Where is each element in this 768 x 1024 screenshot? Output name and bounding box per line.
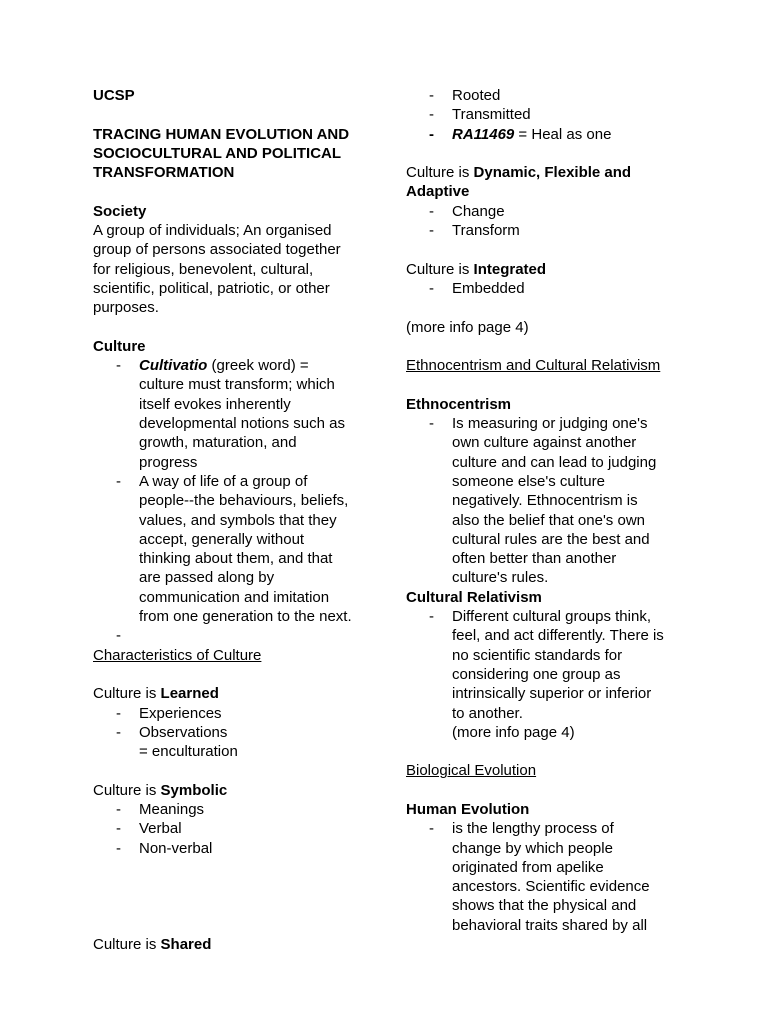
ethnocentrism-relativism-heading: Ethnocentrism and Cultural Relativism	[406, 357, 661, 375]
list-item: - Cultivatio (greek word) = culture must transform; which itself evokes inherently developmental notions such as growth, maturation, and progress	[116, 357, 345, 471]
culture-heading: Culture	[93, 337, 146, 355]
bullet-dash: -	[429, 125, 434, 143]
list-item: - Verbal	[116, 820, 182, 838]
list-item: - Is measuring or judging one's own culture against another culture and can lead to judging someone else's culture negatively. Ethnocentrism is also the belief that one's own cultural rules are the best and often better than another culture's rules.	[429, 415, 657, 587]
list-item-empty	[93, 626, 383, 645]
shared-heading: Culture is Shared	[93, 936, 212, 954]
bullet-dash: -	[116, 472, 121, 490]
bullet-dash: -	[116, 723, 121, 741]
bullet-dash: -	[429, 608, 434, 626]
ethnocentrism-heading: Ethnocentrism	[406, 395, 512, 413]
symbolic-heading: Culture is Symbolic	[93, 781, 228, 799]
list-item: - Embedded	[429, 279, 525, 297]
list-item: - Non-verbal	[116, 839, 213, 857]
more-info-note: (more info page 4)	[406, 318, 529, 336]
list-item: - is the lengthy process of change by which people originated from apelike ancestors. Scientific evidence shows that the physical and behavioral traits shared by all	[429, 820, 650, 934]
left-column	[93, 86, 383, 954]
right-column	[406, 86, 696, 935]
list-item: - RA11469 = Heal as one	[429, 125, 612, 143]
list-item: - Different cultural groups think, feel, and act differently. There is no scientific standards for considering one group as intrinsically superior or inferior to another. (more info page 4)	[406, 607, 696, 742]
bullet-dash: -	[116, 357, 121, 375]
list-item: - Meanings	[116, 800, 205, 818]
bullet-dash: -	[429, 222, 434, 240]
ra-law-term: RA11469	[452, 125, 515, 143]
biological-evolution-heading: Biological Evolution	[406, 762, 537, 780]
bullet-dash: -	[116, 839, 121, 857]
more-info-note: (more info page 4)	[452, 723, 575, 741]
list-item: - Observations = enculturation	[116, 723, 238, 761]
list-item: - Experiences	[116, 704, 222, 722]
bullet-dash: -	[429, 87, 434, 104]
society-heading: Society	[93, 202, 147, 220]
list-item: - Transform	[429, 222, 520, 240]
bullet-dash: -	[429, 202, 434, 220]
bullet-dash: -	[116, 627, 121, 645]
page-title: TRACING HUMAN EVOLUTION AND SOCIOCULTURAL AND POLITICAL TRANSFORMATION	[93, 125, 350, 182]
list-item: - Change	[429, 202, 505, 220]
bullet-dash: -	[116, 704, 121, 722]
cultivatio-term: Cultivatio	[139, 357, 208, 375]
learned-heading: Culture is Learned	[93, 685, 219, 703]
list-item: - A way of life of a group of people--the behaviours, beliefs, values, and symbols that they accept, generally without thinking about them, and that are passed along by communication and imitation from one generation to the next.	[116, 472, 352, 626]
list-item: - Rooted	[429, 87, 501, 104]
characteristics-heading: Characteristics of Culture	[93, 646, 262, 664]
bullet-dash: -	[429, 820, 434, 838]
course-code: UCSP	[93, 87, 135, 104]
bullet-dash: -	[429, 279, 434, 297]
bullet-dash: -	[116, 800, 121, 818]
society-definition: A group of individuals; An organised group of persons associated together for religious, benevolent, cultural, scientific, political, patriotic, or other purposes.	[93, 222, 341, 317]
list-item: - Transmitted	[429, 106, 531, 124]
bullet-dash: -	[429, 106, 434, 124]
dynamic-heading: Culture is Dynamic, Flexible and Adaptive	[406, 164, 632, 201]
bullet-dash: -	[116, 820, 121, 838]
bullet-dash: -	[429, 415, 434, 433]
integrated-heading: Culture is Integrated	[406, 260, 547, 278]
human-evolution-heading: Human Evolution	[406, 800, 530, 818]
cultural-relativism-heading: Cultural Relativism	[406, 588, 542, 606]
